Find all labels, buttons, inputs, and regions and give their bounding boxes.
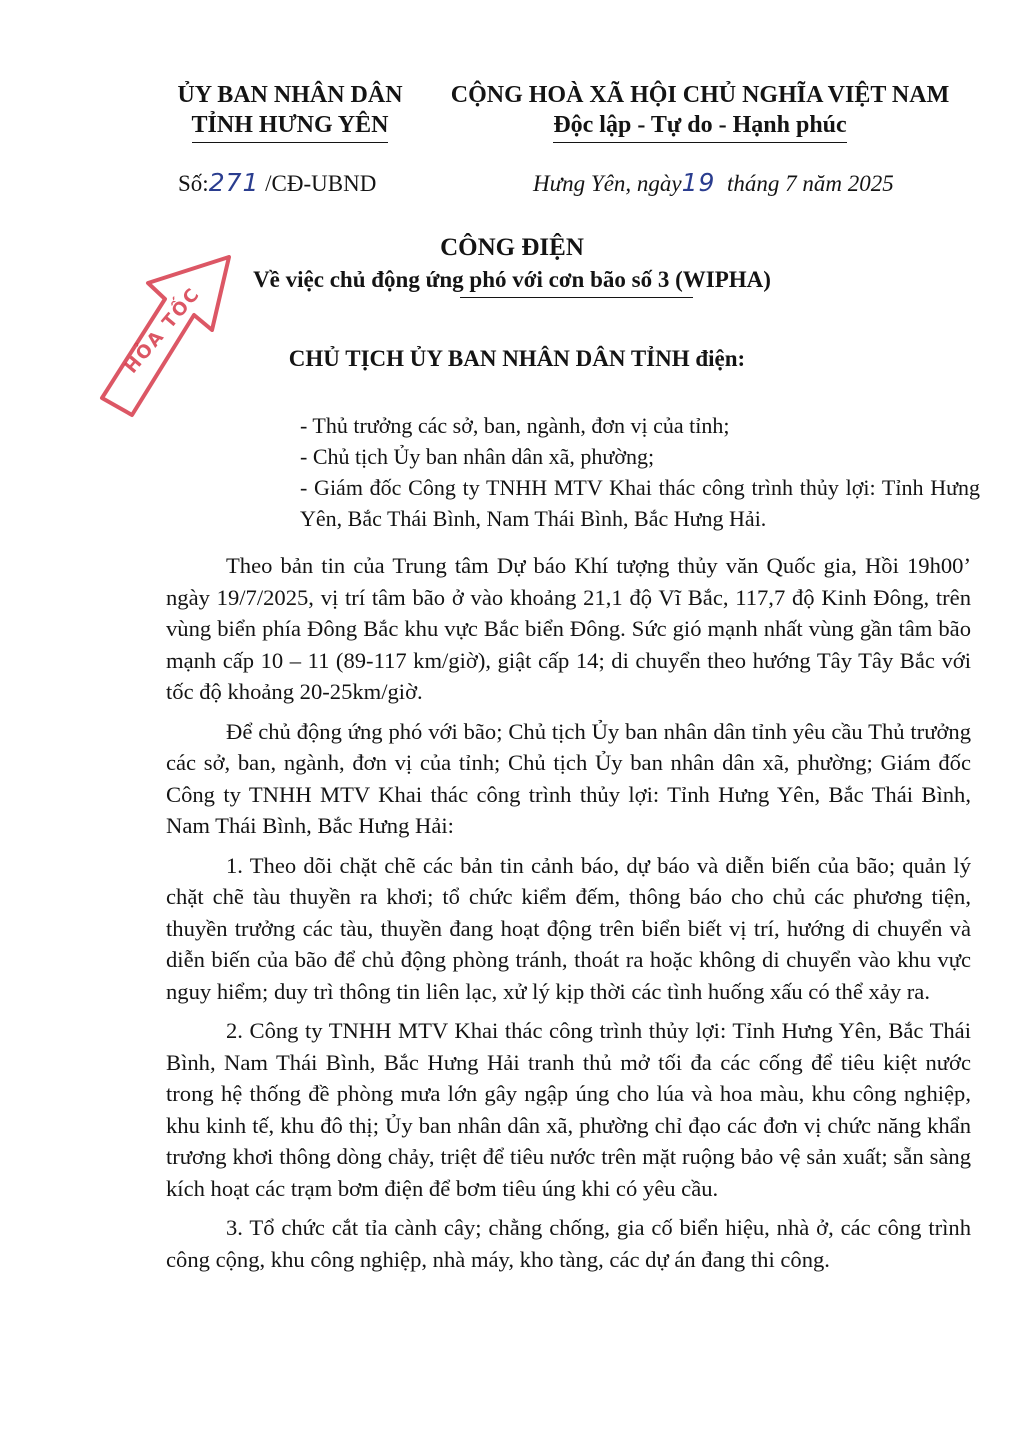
- document-number: [178, 168, 376, 197]
- org-line-2: TỈNH HƯNG YÊN: [192, 110, 389, 143]
- chairman-line: CHỦ TỊCH ỦY BAN NHÂN DÂN TỈNH điện:: [288, 346, 746, 371]
- doc-number-prefix: Số:: [178, 171, 209, 196]
- recipients-list: [300, 410, 980, 534]
- document-body: [166, 550, 971, 1283]
- body-paragraph: Để chủ động ứng phó với bão; Chủ tịch Ủy ban nhân dân tỉnh yêu cầu Thủ trưởng các sở, ban, ngành, đơn vị của tỉnh; Chủ tịch Ủy ban nhân dân xã, phường; Giám đốc Công ty TNHH MTV Khai thác công trình thủy lợi: Tỉnh Hưng Yên, Bắc Thái Bình, Nam Thái Bình, Bắc Hưng Hải:: [166, 718, 971, 838]
- national-header: [430, 80, 970, 143]
- national-motto: Độc lập - Tự do - Hạnh phúc: [553, 110, 846, 143]
- body-paragraph: 2. Công ty TNHH MTV Khai thác công trình thủy lợi: Tỉnh Hưng Yên, Bắc Thái Bình, Nam Thái Bình, Bắc Hưng Hải tranh thủ mở tối đa các cống để tiêu kiệt nước trong hệ thống đề phòng mưa lớn gây ngập úng cho lúa và hoa màu, khu công nghiệp, khu kinh tế, khu đô thị; Ủy ban nhân dân xã, phường chỉ đạo các đơn vị chức năng khẩn trương khơi thông dòng chảy, triệt để tiêu nước trên mặt ruộng bảo vệ sản xuất; sẵn sàng kích hoạt các trạm bơm điện để bơm tiêu úng khi có yêu cầu.: [166, 1018, 971, 1201]
- date-prefix: Hưng Yên, ngày: [533, 171, 682, 196]
- body-paragraph: 1. Theo dõi chặt chẽ các bản tin cảnh báo, dự báo và diễn biến của bão; quản lý chặt chẽ tàu thuyền ra khơi; tổ chức kiểm đếm, thông báo cho chủ các phương tiện, thuyền trưởng các tàu, thuyền đang hoạt động trên biển biết vị trí, hướng di chuyển và diễn biến của bão để chủ động phòng tránh, thoát ra hoặc không di chuyển vào khu vực nguy hiểm; duy trì thông tin liên lạc, xử lý kịp thời các tình huống xấu có thể xảy ra.: [166, 852, 971, 1004]
- body-paragraph: 3. Tổ chức cắt tỉa cành cây; chằng chống, gia cố biển hiệu, nhà ở, các công trình công cộng, khu công nghiệp, nhà máy, kho tàng, các dự án đang thi công.: [166, 1215, 971, 1272]
- doc-number-handwritten: 271: [208, 168, 260, 197]
- document-title: CÔNG ĐIỆN: [440, 234, 584, 261]
- org-line-1: ỦY BAN NHÂN DÂN: [177, 82, 403, 108]
- document-subject: Về việc chủ động ứng phó với cơn bão số 3 (WIPHA): [253, 267, 771, 292]
- date-day-handwritten: 19: [681, 168, 716, 197]
- country-name: CỘNG HOÀ XÃ HỘI CHỦ NGHĨA VIỆT NAM: [450, 82, 950, 108]
- subject-underline: [460, 297, 693, 298]
- urgent-stamp-text: HỎA TỐC: [120, 283, 205, 378]
- recipient-item: - Chủ tịch Ủy ban nhân dân xã, phường;: [300, 444, 655, 469]
- recipient-item: - Thủ trưởng các sở, ban, ngành, đơn vị của tỉnh;: [300, 413, 730, 438]
- date-suffix: tháng 7 năm 2025: [726, 171, 894, 196]
- recipient-item: - Giám đốc Công ty TNHH MTV Khai thác công trình thủy lợi: Tỉnh Hưng Yên, Bắc Thái Bình, Nam Thái Bình, Bắc Hưng Hải.: [300, 475, 980, 531]
- issuing-organization: [160, 80, 420, 143]
- document-date: [533, 168, 894, 197]
- doc-number-suffix: /CĐ-UBND: [265, 171, 377, 196]
- body-paragraph: Theo bản tin của Trung tâm Dự báo Khí tượng thủy văn Quốc gia, Hồi 19h00’ ngày 19/7/2025, vị trí tâm bão ở vào khoảng 21,1 độ Vĩ Bắc, 117,7 độ Kinh Đông, trên vùng biển phía Đông Bắc khu vực Bắc biển Đông. Sức gió mạnh nhất vùng gần tâm bão mạnh cấp 10 – 11 (89-117 km/giờ), giật cấp 14; di chuyển theo hướng Tây Tây Bắc với tốc độ khoảng 20-25km/giờ.: [166, 553, 971, 704]
